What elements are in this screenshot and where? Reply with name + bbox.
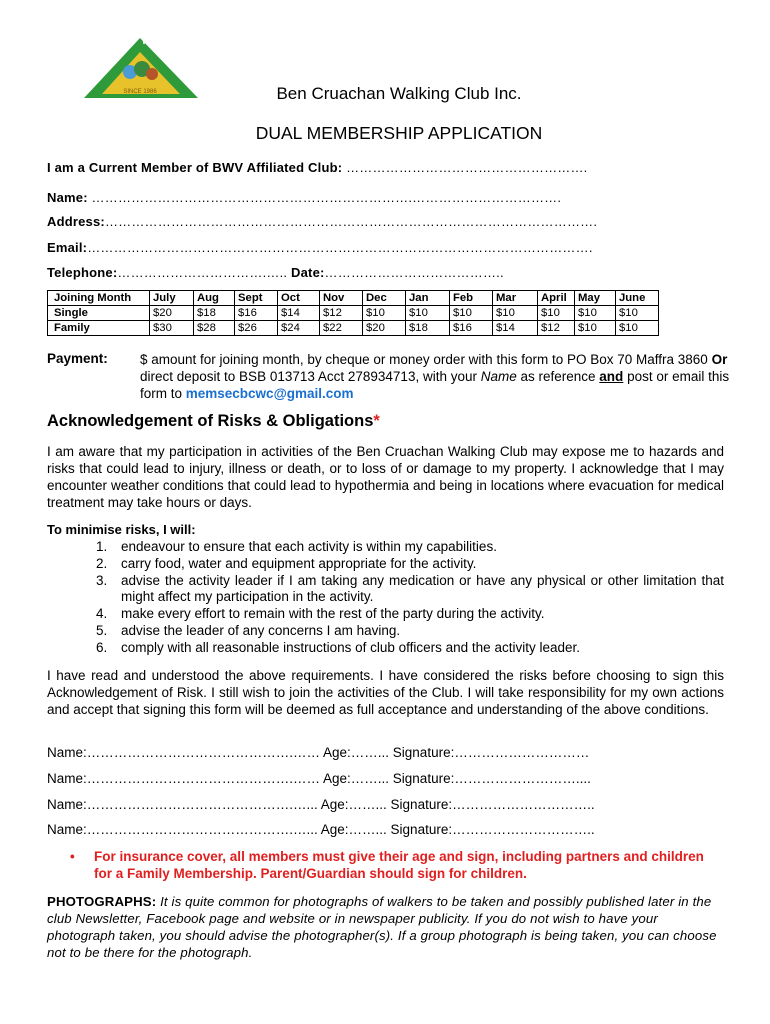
- month-header: Oct: [278, 291, 320, 306]
- fee-cell: $20: [363, 321, 406, 336]
- acknowledgement-heading-text: Acknowledgement of Risks & Obligations: [47, 412, 374, 430]
- fee-cell: $10: [575, 306, 616, 321]
- fee-cell: $10: [575, 321, 616, 336]
- fees-row-single: [48, 306, 659, 321]
- current-member-dots[interactable]: ……………………………………………….: [342, 160, 588, 175]
- fee-cell: $10: [450, 306, 493, 321]
- payment-text-1: $ amount for joining month, by cheque or money order with this form to PO Box 70 Maffra 3860: [140, 352, 712, 367]
- insurance-note-text: For insurance cover, all members must give their age and sign, including partners and children for a Family Membership. Parent/Guardian should sign for children.: [94, 849, 704, 881]
- email-field[interactable]: [47, 240, 593, 255]
- month-header: Feb: [450, 291, 493, 306]
- name-dots[interactable]: ……………………………………………………………….…………………………….: [87, 190, 562, 205]
- fee-cell: $14: [493, 321, 538, 336]
- fee-cell: $18: [406, 321, 450, 336]
- photographs-note: [47, 893, 724, 961]
- fee-cell: $14: [278, 306, 320, 321]
- fees-table: [47, 290, 659, 336]
- svg-text:SINCE 1986: SINCE 1986: [123, 89, 157, 95]
- date-label: Date:: [287, 265, 325, 280]
- acknowledgement-heading: [47, 412, 380, 431]
- list-item-text: endeavour to ensure that each activity is within my capabilities.: [121, 539, 497, 554]
- address-field[interactable]: [47, 214, 597, 229]
- list-item-number: 2.: [96, 555, 108, 571]
- acknowledgement-asterisk: *: [373, 412, 380, 430]
- list-item: [96, 640, 724, 657]
- club-title: Ben Cruachan Walking Club Inc.: [276, 84, 522, 103]
- fee-cell: $10: [493, 306, 538, 321]
- list-item-number: 3.: [96, 572, 108, 588]
- svg-text:BEN CRUACHAN: BEN CRUACHAN: [83, 42, 119, 95]
- list-item-text: advise the activity leader if I am taking any medication or have any physical or other limitation that might affect my participation in the activity.: [121, 572, 724, 605]
- date-dots[interactable]: …………………………………..: [324, 265, 504, 280]
- fee-cell: $10: [538, 306, 575, 321]
- payment-name-word: Name: [480, 369, 517, 384]
- list-item-number: 1.: [96, 539, 108, 554]
- fees-header-row: [48, 291, 659, 306]
- month-header: Dec: [363, 291, 406, 306]
- fee-cell: $22: [320, 321, 363, 336]
- fees-header-label: Joining Month: [48, 291, 150, 306]
- telephone-dots[interactable]: …………………………….…..: [117, 265, 288, 280]
- photographs-text: It is quite common for photographs of walkers to be taken and possibly published later in the club Newsletter, Facebook page and website or in newspaper publicity. If you do not wish to have your photograph taken, you should advise the photographer(s). If a group photograph is being taken, you can choose not to be there for the photograph.: [47, 894, 717, 960]
- name-label: Name:: [47, 190, 88, 205]
- fee-cell: $30: [150, 321, 194, 336]
- minimise-risks-label: To minimise risks, I will:: [47, 522, 196, 537]
- fee-cell: $12: [320, 306, 363, 321]
- list-item-text: comply with all reasonable instructions of club officers and the activity leader.: [121, 639, 580, 655]
- list-item-text: carry food, water and equipment appropriate for the activity.: [121, 555, 477, 571]
- month-header: May: [575, 291, 616, 306]
- signature-line[interactable]: Name:……………………………………….…... Age:……... Signature:…………………………..: [47, 797, 595, 812]
- month-header: Aug: [194, 291, 235, 306]
- membership-email-link[interactable]: memsecbcwc@gmail.com: [185, 386, 354, 401]
- telephone-label: Telephone:: [47, 265, 118, 280]
- email-label: Email:: [47, 240, 88, 255]
- month-header: April: [538, 291, 575, 306]
- photographs-label: PHOTOGRAPHS:: [47, 894, 157, 909]
- fees-row-family: [48, 321, 659, 336]
- current-member-label: I am a Current Member of BWV Affiliated Club:: [47, 160, 343, 175]
- month-header: Nov: [320, 291, 363, 306]
- svg-text:WALKING CLUB: WALKING CLUB: [141, 38, 192, 71]
- fee-cell: $18: [194, 306, 235, 321]
- list-item: [96, 623, 724, 640]
- month-header: July: [150, 291, 194, 306]
- payment-text-3: as reference: [516, 369, 600, 384]
- fee-cell: $16: [235, 306, 278, 321]
- list-item: [96, 573, 724, 607]
- name-field[interactable]: [47, 190, 561, 205]
- list-item: [96, 539, 724, 556]
- payment-instructions: [140, 351, 730, 402]
- payment-and: and: [599, 369, 624, 384]
- fees-row-label: Single: [48, 306, 150, 321]
- fee-cell: $28: [194, 321, 235, 336]
- payment-or: Or: [711, 352, 728, 367]
- acknowledgement-intro: I am aware that my participation in activities of the Ben Cruachan Walking Club may expose me to hazards and risks that could lead to injury, illness or death, or to loss of or damage to my property. I acknowledge that I may encounter weather conditions that could lead to hypothermia and being in locations where evacuation for medical treatment may take hours or days.: [47, 444, 724, 510]
- month-header: Jan: [406, 291, 450, 306]
- list-item-text: advise the leader of any concerns I am having.: [121, 622, 401, 638]
- list-item-number: 5.: [96, 622, 108, 638]
- list-item-text: make every effort to remain with the rest of the party during the activity.: [121, 606, 545, 622]
- fee-cell: $10: [616, 306, 659, 321]
- payment-text-4: post or email this form to: [140, 369, 730, 401]
- telephone-field[interactable]: [47, 265, 504, 280]
- fee-cell: $12: [538, 321, 575, 336]
- month-header: Sept: [235, 291, 278, 306]
- bullet-icon: •: [70, 849, 75, 864]
- list-item-number: 6.: [96, 639, 108, 655]
- signature-line[interactable]: Name:……………………………………….…… Age:……... Signature:………………………....: [47, 771, 591, 786]
- list-item: [96, 606, 724, 623]
- signature-line[interactable]: Name:……………………………………….…... Age:……... Signature:…………………………..: [47, 822, 595, 837]
- signature-line[interactable]: Name:……………………………………….…… Age:……... Signature:…………………………: [47, 745, 590, 760]
- fee-cell: $10: [616, 321, 659, 336]
- payment-label: Payment:: [47, 351, 108, 366]
- fee-cell: $10: [406, 306, 450, 321]
- fee-cell: $16: [450, 321, 493, 336]
- list-item-number: 4.: [96, 606, 108, 622]
- month-header: June: [616, 291, 659, 306]
- fee-cell: $26: [235, 321, 278, 336]
- insurance-note: [70, 848, 720, 882]
- declaration-paragraph: I have read and understood the above requirements. I have considered the risks before choosing to sign this Acknowledgement of Risk. I still wish to join the activities of the Club. I will take responsibility for my own actions and accept that signing this form will be deemed as full acceptance and understanding of the above conditions.: [47, 668, 724, 717]
- address-label: Address:: [47, 214, 105, 229]
- form-title: DUAL MEMBERSHIP APPLICATION: [255, 123, 543, 143]
- address-dots[interactable]: ………………………………………………………………………………………………….: [104, 214, 598, 229]
- email-dots[interactable]: …………………………………………………………………………………………………….: [87, 240, 593, 255]
- month-header: Mar: [493, 291, 538, 306]
- list-item: [96, 556, 724, 573]
- risk-list: [96, 539, 724, 657]
- fee-cell: $10: [363, 306, 406, 321]
- fees-row-label: Family: [48, 321, 150, 336]
- fee-cell: $20: [150, 306, 194, 321]
- payment-text-2: direct deposit to BSB 013713 Acct 278934713, with your: [140, 369, 481, 384]
- fee-cell: $24: [278, 321, 320, 336]
- current-member-field[interactable]: [47, 160, 588, 175]
